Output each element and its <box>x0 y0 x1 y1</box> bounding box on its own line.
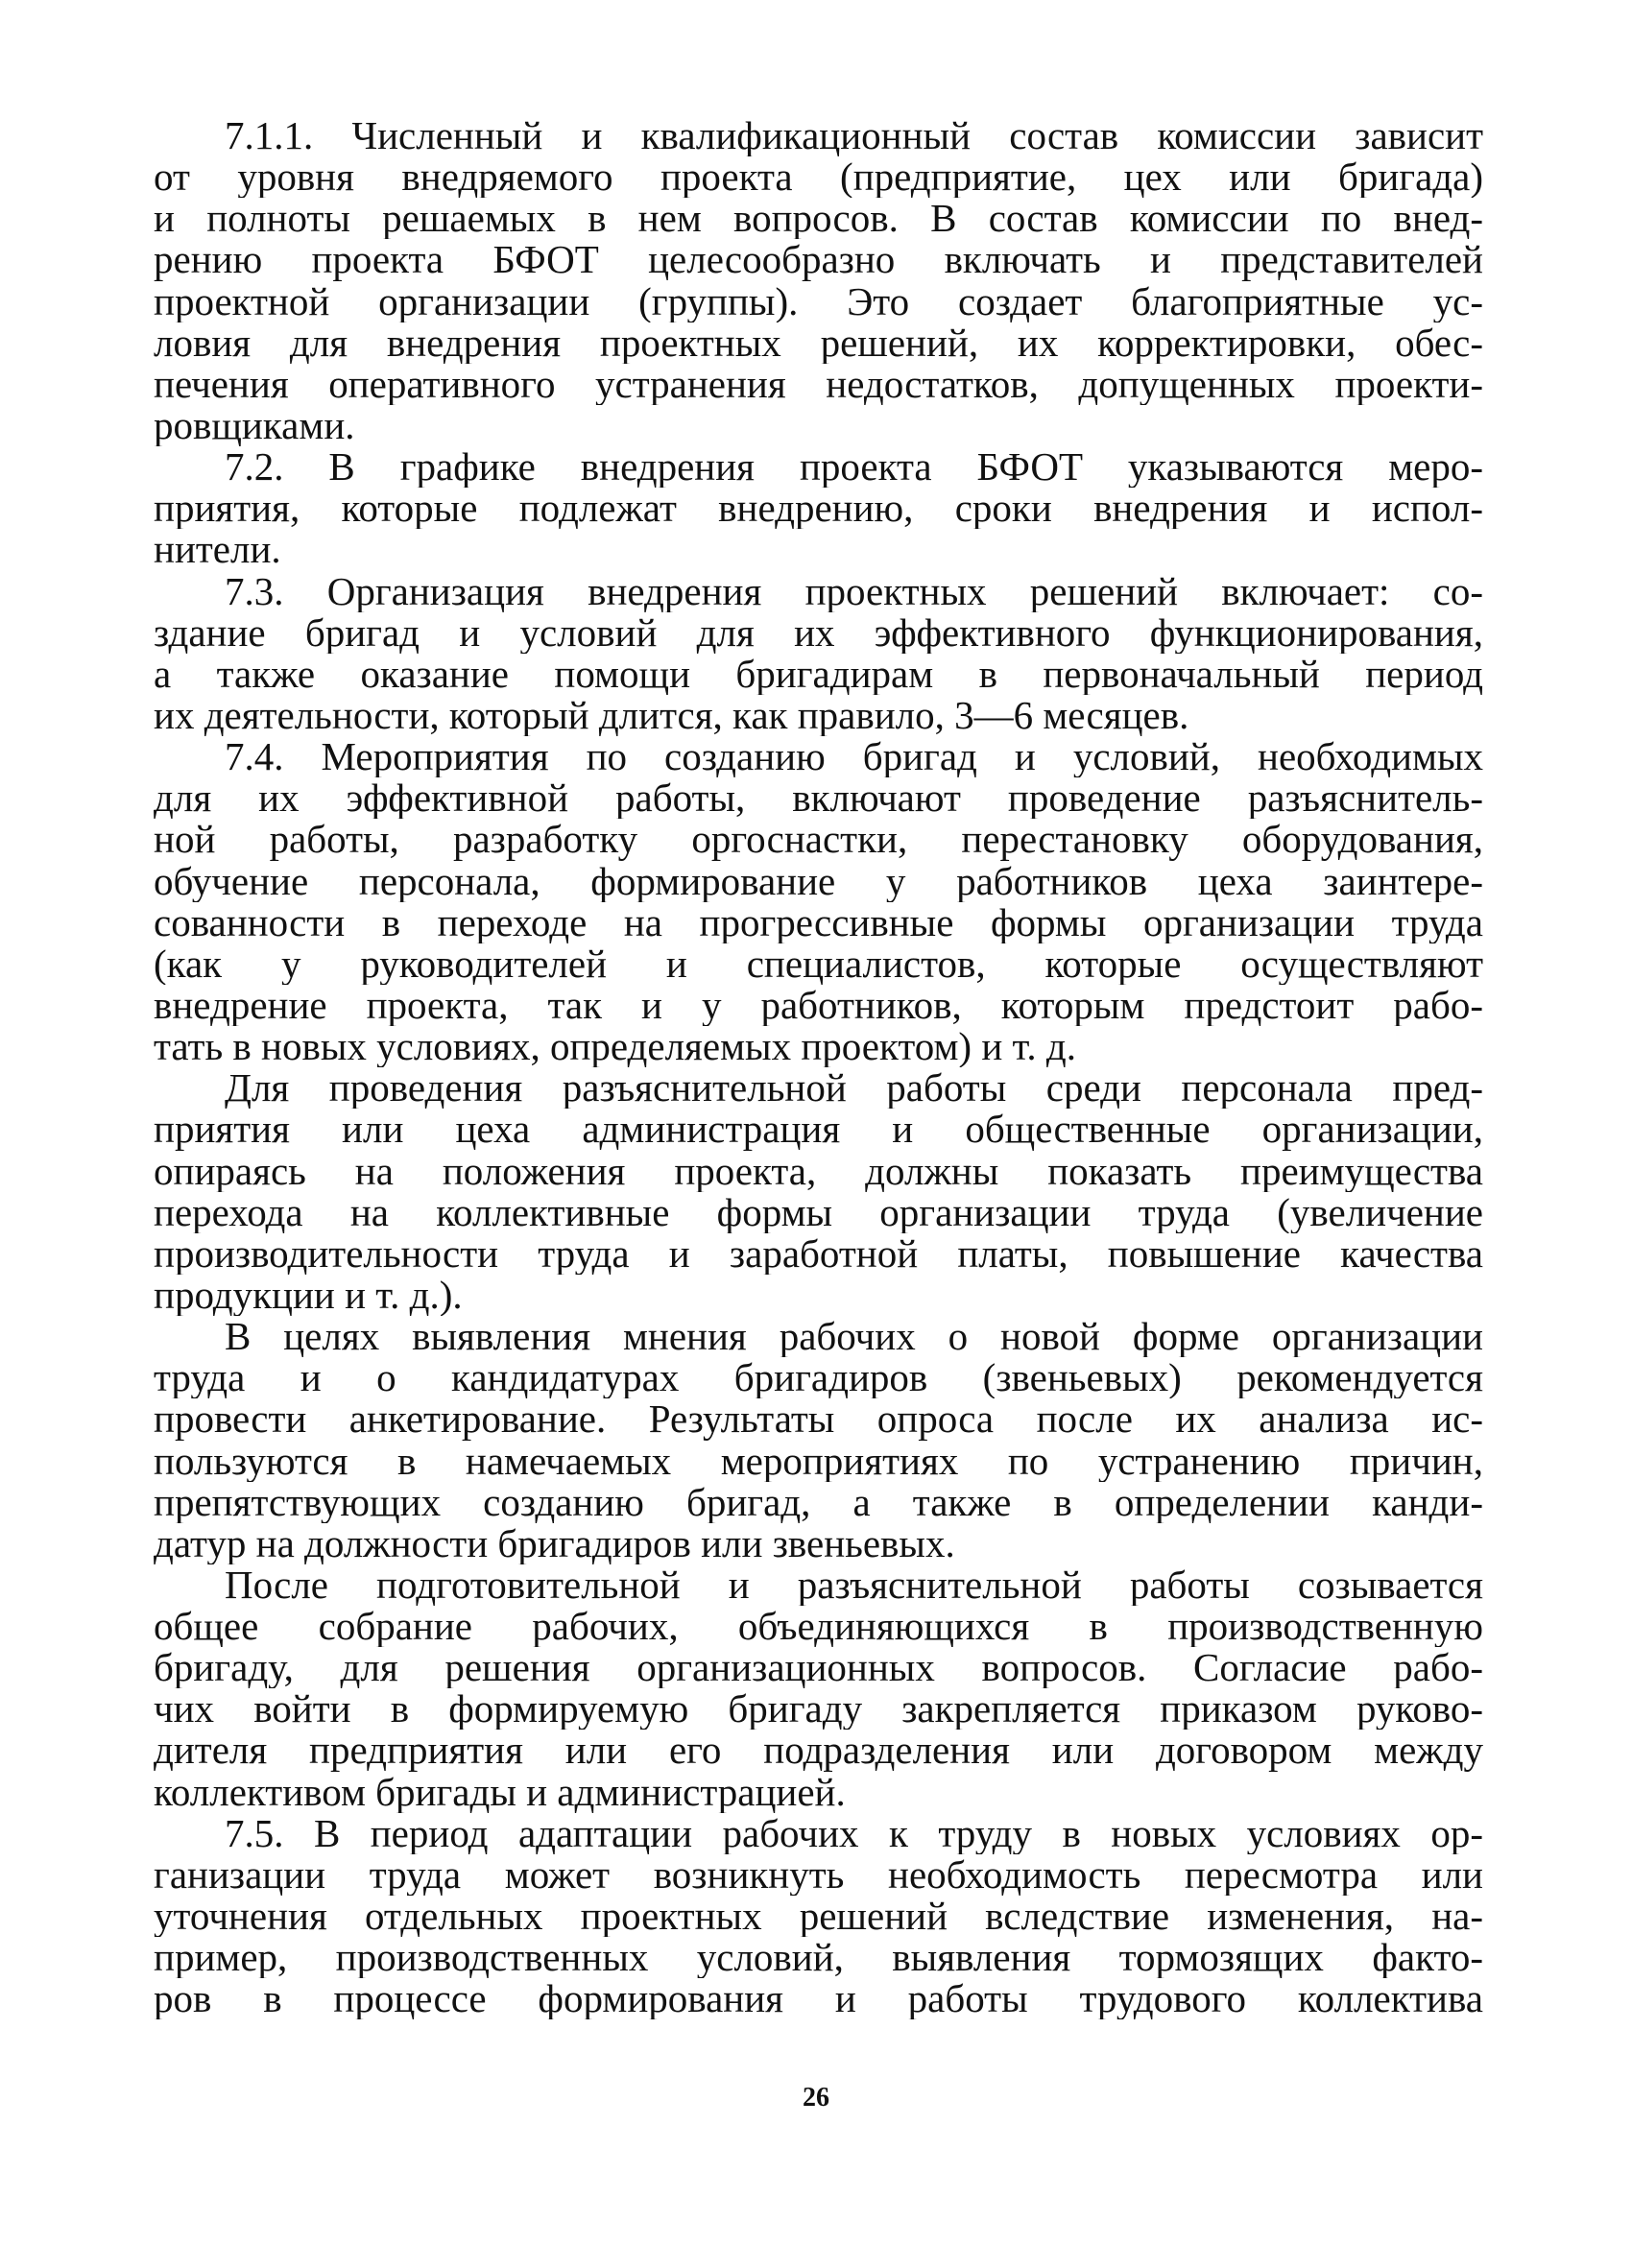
text-line: 7.1.1. Численный и квалификационный состав комиссии зависит <box>225 115 1483 157</box>
text-line: 7.2. В графике внедрения проекта БФОТ указываются меро- <box>225 446 1483 489</box>
text-line: приятия или цеха администрация и общественные организации, <box>154 1109 1483 1151</box>
text-line: датур на должности бригадиров или звеньевых. <box>154 1522 955 1564</box>
text-line: их деятельности, который длится, как правило, 3—6 месяцев. <box>154 694 1189 737</box>
text-line: ров в процессе формирования и работы трудового коллектива <box>154 1978 1483 2020</box>
text-line: уточнения отдельных проектных решений вследствие изменения, на- <box>154 1896 1483 1938</box>
text-line: проектной организации (группы). Это создает благоприятные ус- <box>154 280 1483 322</box>
text-line: 7.4. Мероприятия по созданию бригад и условий, необходимых <box>225 736 1483 778</box>
text-line: приятия, которые подлежат внедрению, сроки внедрения и испол- <box>154 488 1483 530</box>
paragraph <box>154 446 1483 570</box>
text-line: пользуются в намечаемых мероприятиях по устранению причин, <box>154 1440 1483 1482</box>
text-line: производительности труда и заработной платы, повышение качества <box>154 1232 1483 1275</box>
text-line: бригаду, для решения организационных вопросов. Согласие рабо- <box>154 1647 1483 1689</box>
text-line: обучение персонала, формирование у работников цеха заинтере- <box>154 860 1483 902</box>
text-line: препятствующих созданию бригад, а также в определении канди- <box>154 1481 1483 1523</box>
paragraph <box>154 115 1483 446</box>
text-line: опираясь на положения проекта, должны показать преимущества <box>154 1150 1483 1192</box>
text-line: здание бригад и условий для их эффективного функционирования, <box>154 611 1483 654</box>
paragraph <box>154 736 1483 1067</box>
text-column <box>154 115 1483 2019</box>
text-line: коллективом бригады и администрацией. <box>154 1771 846 1813</box>
text-line: Для проведения разъяснительной работы среди персонала пред- <box>225 1067 1483 1110</box>
text-line: (как у руководителей и специалистов, которые осуществляют <box>154 943 1483 985</box>
text-line: продукции и т. д.). <box>154 1274 463 1317</box>
text-line: В целях выявления мнения рабочих о новой форме организации <box>225 1316 1483 1358</box>
text-line: труда и о кандидатурах бригадиров (звеньевых) рекомендуется <box>154 1357 1483 1399</box>
text-line: внедрение проекта, так и у работников, которым предстоит рабо- <box>154 984 1483 1027</box>
paragraph <box>154 1316 1483 1564</box>
text-line: от уровня внедряемого проекта (предприятие, цех или бригада) <box>154 156 1483 199</box>
text-line: печения оперативного устранения недостатков, допущенных проекти- <box>154 363 1483 405</box>
text-line: 7.5. В период адаптации рабочих к труду в новых условиях ор- <box>225 1812 1483 1854</box>
text-line: тать в новых условиях, определяемых проектом) и т. д. <box>154 1026 1076 1068</box>
text-line: ганизации труда может возникнуть необходимость пересмотра или <box>154 1853 1483 1897</box>
text-line: нители. <box>154 529 281 571</box>
text-line: общее собрание рабочих, объединяющихся в производственную <box>154 1606 1483 1648</box>
text-line: ровщиками. <box>154 404 355 447</box>
paragraph <box>154 571 1483 737</box>
text-line: сованности в переходе на прогрессивные формы организации труда <box>154 901 1483 943</box>
text-line: ловия для внедрения проектных решений, их корректировки, обес- <box>154 322 1483 364</box>
text-line: провести анкетирование. Результаты опроса после их анализа ис- <box>154 1398 1483 1441</box>
text-line: 7.3. Организация внедрения проектных решений включает: со- <box>225 570 1483 612</box>
text-line: После подготовительной и разъяснительной работы созывается <box>225 1564 1483 1607</box>
paragraph <box>154 1813 1483 2020</box>
text-line: и полноты решаемых в нем вопросов. В состав комиссии по внед- <box>154 198 1483 240</box>
text-line: пример, производственных условий, выявления тормозящих факто- <box>154 1937 1483 1979</box>
text-line: перехода на коллективные формы организации труда (увеличение <box>154 1191 1483 1233</box>
text-line: чих войти в формируемую бригаду закрепляется приказом руково- <box>154 1688 1483 1731</box>
paragraph <box>154 1564 1483 1813</box>
paragraph <box>154 1067 1483 1316</box>
text-line: для их эффективной работы, включают проведение разъяснитель- <box>154 777 1483 820</box>
text-line: а также оказание помощи бригадирам в первоначальный период <box>154 653 1483 695</box>
text-line: дителя предприятия или его подразделения или договором между <box>154 1730 1483 1772</box>
text-line: ной работы, разработку оргоснастки, перестановку оборудования, <box>154 819 1483 861</box>
page-body <box>154 115 1483 2019</box>
page-number: 26 <box>803 2083 829 2113</box>
text-line: рению проекта БФОТ целесообразно включать и представителей <box>154 239 1483 281</box>
